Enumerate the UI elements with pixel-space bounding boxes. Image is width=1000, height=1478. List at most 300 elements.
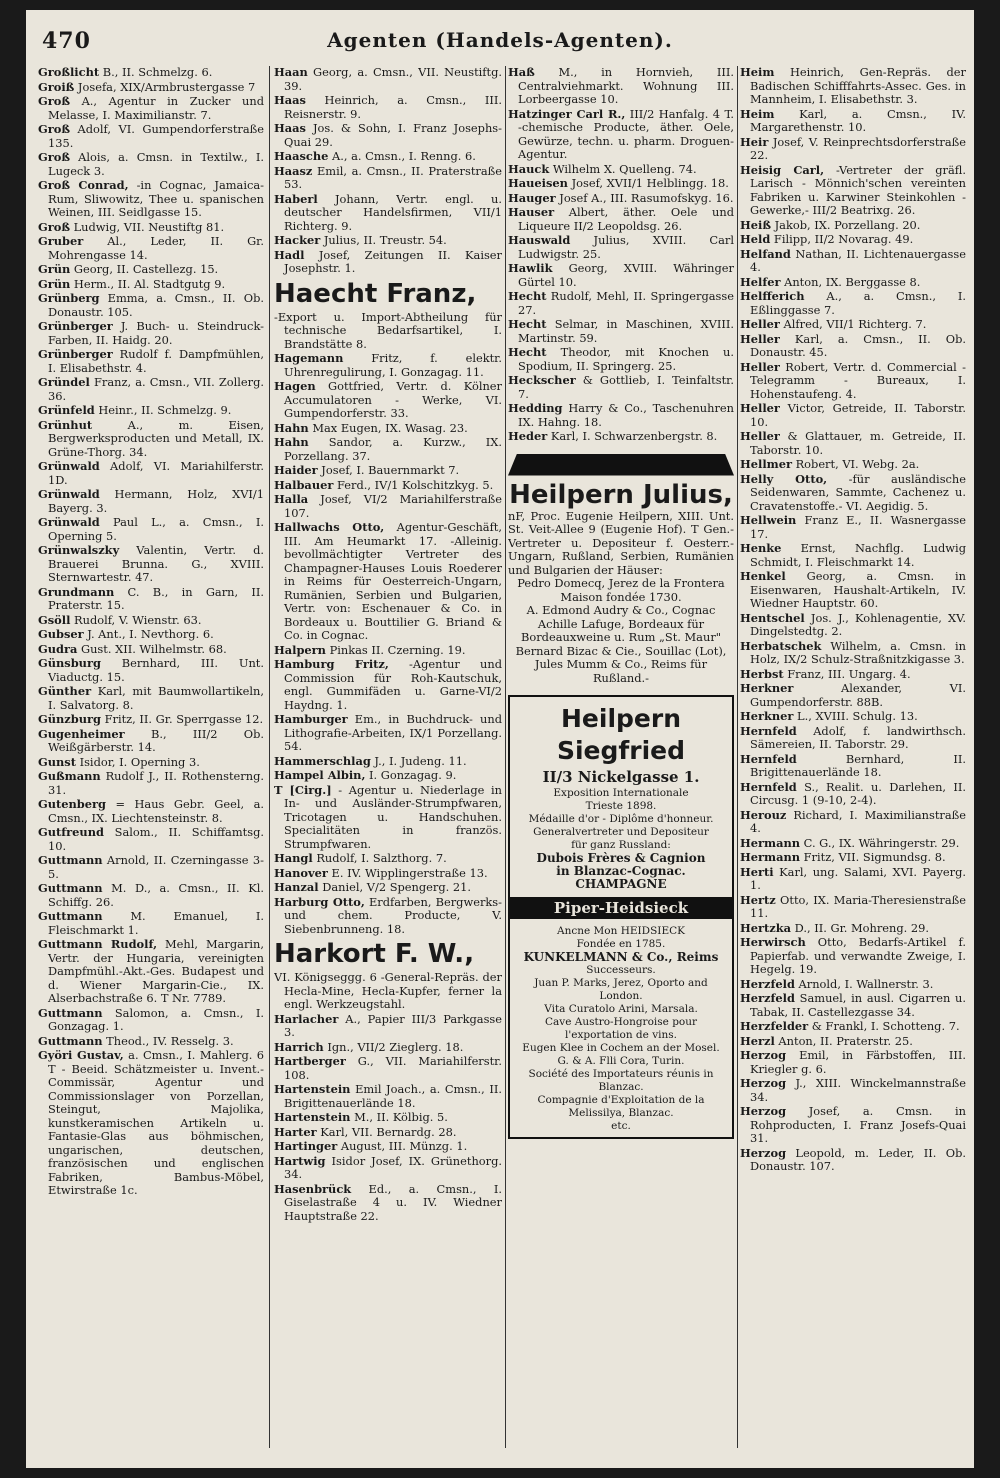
entry-name: Hahn	[274, 435, 309, 449]
entry-details: Ign., VII/2 Zieglerg. 18.	[323, 1039, 464, 1054]
entry-details: Karl, a. Cmsn., II. Ob. Donaustr. 45.	[750, 331, 966, 359]
entry-details: A., Agentur in Zucker und Melasse, I. Maximilianstr. 7.	[48, 94, 264, 122]
directory-entry	[740, 361, 966, 402]
entry-name: Günzburg	[38, 712, 101, 726]
entry-details: Josef, XVII/1 Helblingg. 18.	[567, 176, 729, 190]
ad-line: in Blanzac-Cognac.	[556, 864, 686, 878]
entry-details: Jakob, IX. Porzellang. 20.	[771, 217, 921, 232]
entry-name: Herzog	[740, 1104, 787, 1118]
entry-details: S., Realit. u. Darlehen, II. Circusg. 1 (9-10, 2-4).	[750, 779, 966, 807]
entry-details: Josef, V. Reinprechtsdorferstraße 22.	[750, 134, 966, 162]
entry-name: Haan	[274, 66, 308, 79]
entry-details: Karl, VII. Bernardg. 28.	[316, 1124, 457, 1139]
entry-name: Harter	[274, 1124, 317, 1139]
directory-entry	[274, 165, 502, 192]
entry-details: M., II. Kölbig. 5.	[350, 1110, 448, 1124]
entry-name: Hanover	[274, 865, 328, 880]
directory-entry	[274, 122, 502, 149]
entry-details: Franz, a. Cmsn., VII. Zollerg. 36.	[48, 375, 264, 403]
directory-entry	[38, 1007, 264, 1034]
entry-name: Hangl	[274, 851, 313, 865]
directory-entry	[38, 756, 264, 770]
entry-name: Guttmann	[38, 853, 103, 867]
entry-details: J. Buch- u. Steindruck-Farben, II. Haidg. 20.	[48, 319, 264, 347]
directory-entry	[38, 938, 264, 1006]
entry-name: Haider	[274, 463, 318, 477]
entry-details: Valentin, Vertr. d. Brauerei Brunna. G., XVIII. Sternwartestr. 47.	[48, 543, 264, 584]
directory-entry	[38, 179, 264, 220]
entry-name: Grünfeld	[38, 403, 95, 417]
column-rule	[269, 66, 270, 1448]
entry-name: Hellmer	[740, 457, 792, 471]
entry-details: Al., Leder, II. Gr. Mohrengasse 14.	[48, 234, 264, 262]
entry-name: Herti	[740, 864, 774, 879]
entry-details: Anton, IX. Berggasse 8.	[780, 274, 921, 289]
directory-entry	[274, 150, 502, 164]
directory-entry	[740, 402, 966, 429]
entry-name: Hartinger	[274, 1139, 338, 1153]
entry-name: Haberl	[274, 191, 318, 206]
ad-house: A. Edmond Audry & Co., Cognac Achille Lafuge, Bordeaux für Bordeauxweine u. Rum „St. Maur" Bernard Bizac & Cie., Souillac (Lot), Jules Mumm & Co., Reims für Rußland.-	[515, 603, 727, 685]
entry-name: Haas	[274, 93, 306, 107]
ad-line: für ganz Russland:	[571, 839, 671, 851]
entry-name: Gutfreund	[38, 825, 104, 839]
entry-details: Alois, a. Cmsn. in Textilw., I. Lugeck 3.	[48, 150, 264, 178]
entry-details: A., a. Cmsn., I. Eßlinggasse 7.	[750, 289, 966, 317]
entry-name: Halpern	[274, 642, 326, 657]
directory-entry	[508, 177, 734, 191]
entry-name: Helfand	[740, 246, 791, 261]
entry-details: A., Papier III/3 Parkgasse 3.	[284, 1011, 502, 1039]
ad-line: Médaille d'or - Diplôme d'honneur.	[528, 813, 714, 825]
entry-name: Hamburg Fritz,	[274, 657, 389, 671]
entry-details: Alexander, VI. Gumpendorferstr. 88B.	[750, 681, 966, 709]
ad-banner-bar	[508, 454, 734, 476]
entry-details: Georg, a. Cmsn. in Eisenwaren, Haushalt-Artikeln, IV. Wiedner Hauptstr. 60.	[750, 569, 966, 610]
entry-name: Hecht	[508, 345, 547, 359]
directory-entry	[740, 612, 966, 639]
entry-details: Emil, a. Cmsn., II. Praterstraße 53.	[284, 163, 502, 191]
directory-entry	[274, 352, 502, 379]
directory-entry	[508, 206, 734, 233]
entry-details: Filipp, II/2 Novarag. 49.	[770, 232, 914, 246]
directory-entry	[274, 896, 502, 937]
directory-entry	[274, 234, 502, 248]
entry-details: Fritz, VII. Sigmundsg. 8.	[800, 850, 946, 864]
directory-entry	[740, 219, 966, 233]
entry-details: Georg, a. Cmsn., VII. Neustiftg. 39.	[284, 66, 502, 93]
entry-name: Hermann	[740, 850, 801, 864]
directory-entry	[508, 374, 734, 401]
directory-entry	[38, 123, 264, 150]
entry-details: Georg, XVIII. Währinger Gürtel 10.	[518, 261, 734, 289]
directory-entry	[740, 1077, 966, 1104]
entry-name: Herzfelder	[740, 1019, 809, 1033]
directory-entry	[274, 1111, 502, 1125]
entry-name: Gruber	[38, 234, 84, 248]
entry-details: Theod., IV. Resselg. 3.	[102, 1033, 234, 1048]
entry-name: Hartberger	[274, 1054, 346, 1068]
entry-name: Harburg Otto,	[274, 894, 365, 909]
directory-entry	[740, 108, 966, 135]
display-entry-name: Haecht Franz,	[274, 278, 477, 309]
entry-name: Hellwein	[740, 513, 797, 527]
entry-name: Guttmann	[38, 1005, 103, 1020]
entry-name: Hallwachs Otto,	[274, 520, 385, 534]
entry-name: Grünwald	[38, 459, 100, 473]
column-rule	[737, 66, 738, 1448]
ad-text: nF, Proc. Eugenie Heilpern, XIII. Unt. St. Veit-Allee 9 (Eugenie Hof). T Gen.-Vertreter u. Depositeur f. Oesterr.-Ungarn, Rußland, Serbien, Rumänien und Bulgarien der Häuser:	[508, 508, 734, 577]
directory-entry	[740, 866, 966, 893]
entry-name: Günther	[38, 684, 92, 698]
entry-name: Helfer	[740, 274, 781, 289]
entry-details: -für ausländische Seidenwaren, Sammte, Cachenez u. Cravatenstoffe.- VI. Aegidig. 5.	[750, 471, 966, 513]
entry-name: Hecht	[508, 317, 547, 331]
entry-details: Rudolf, Mehl, II. Springergasse 27.	[518, 289, 734, 317]
entry-name: Hernfeld	[740, 723, 797, 738]
entry-details: Salomon, a. Cmsn., I. Gonzagag. 1.	[48, 1005, 264, 1033]
entry-details: Hermann, Holz, XVI/1 Bayerg. 3.	[48, 487, 264, 515]
entry-name: Hadl	[274, 247, 305, 262]
entry-name: Herzog	[740, 1048, 787, 1062]
entry-name: Hahn	[274, 420, 309, 435]
directory-entry	[274, 1155, 502, 1182]
entry-details: Max Eugen, IX. Wasag. 23.	[308, 420, 468, 435]
directory-entry	[38, 628, 264, 642]
directory-entry	[274, 1140, 502, 1154]
entry-details: M. Emanuel, I. Fleischmarkt 1.	[48, 909, 264, 937]
entry-details: Ed., a. Cmsn., I. Giselastraße 4 u. IV. Wiedner Hauptstraße 22.	[284, 1181, 502, 1223]
entry-details: -Export u. Import-Abtheilung für technische Bedarfsartikel, I. Brandstätte 8.	[274, 309, 502, 351]
entry-name: Grünberger	[38, 319, 113, 333]
directory-entry	[508, 108, 734, 162]
directory-entry	[38, 488, 264, 515]
directory-entry	[274, 971, 502, 1012]
entry-details: Paul L., a. Cmsn., I. Operning 5.	[48, 515, 264, 543]
entry-name: Harlacher	[274, 1011, 339, 1026]
entry-name: Heisig Carl,	[740, 162, 825, 177]
ad-title: Heilpern Siegfried	[556, 704, 686, 765]
page-header	[26, 24, 974, 58]
entry-name: Herkner	[740, 681, 794, 695]
entry-details: Franz E., II. Wasnergasse 17.	[750, 513, 966, 541]
directory-entry	[274, 193, 502, 234]
entry-details: Franz, III. Ungarg. 4.	[783, 666, 911, 681]
entry-details: Fritz, II. Gr. Sperrgasse 12.	[100, 712, 264, 726]
directory-entry	[274, 755, 502, 769]
entry-name: Gudra	[38, 641, 78, 656]
entry-details: Arnold, I. Wallnerstr. 3.	[794, 976, 934, 991]
ad-address: II/3 Nickelgasse 1.	[542, 768, 700, 786]
entry-name: Gutenberg	[38, 797, 106, 811]
directory-entry	[740, 276, 966, 290]
entry-details: Selmar, in Maschinen, XVIII. Martinstr. 59.	[518, 317, 734, 345]
entry-name: Heller	[740, 429, 780, 443]
entry-details: a. Cmsn., I. Mahlerg. 6 T - Beeid. Schätzmeister u. Invent.-Commissär, Agentur und Commissionslager von Porzellan, Steingut, Majolika, kunstkeramischen Artikeln u. Fantasie-Glas aus böhmischen, ungarischen, deutschen, französischen und englischen Fabriken, Bambus-Möbel, Etwirstraße 1c.	[48, 1048, 264, 1197]
directory-entry	[274, 94, 502, 121]
entry-details: Ferd., IV/1 Kolschitzkyg. 5.	[333, 477, 494, 492]
entry-name: Heckscher	[508, 373, 576, 387]
entry-name: Helfferich	[740, 289, 805, 303]
entry-name: Herouz	[740, 807, 787, 822]
entry-name: Grundmann	[38, 584, 115, 599]
directory-entry	[740, 248, 966, 275]
directory-entry	[740, 809, 966, 836]
directory-entry	[274, 1083, 502, 1110]
entry-name: Gsöll	[38, 612, 71, 627]
entry-name: Grün	[38, 276, 71, 291]
entry-details: Rudolf f. Dampfmühlen, I. Elisabethstr. 4.	[48, 347, 264, 375]
entry-details: Karl, ung. Salami, XVI. Payerg. 1.	[750, 864, 966, 892]
directory-entry	[740, 290, 966, 317]
directory-entry	[740, 851, 966, 865]
entry-name: Günsburg	[38, 656, 101, 670]
directory-entry	[740, 66, 966, 107]
entry-details: Georg, II. Castellezg. 15.	[70, 262, 219, 276]
column-1	[38, 66, 264, 1448]
directory-entry	[38, 586, 264, 613]
directory-entry	[274, 1055, 502, 1082]
directory-entry	[274, 852, 502, 866]
entry-name: Herwirsch	[740, 935, 806, 949]
entry-details: Heinr., II. Schmelzg. 9.	[94, 403, 232, 417]
entry-name: Grünberg	[38, 291, 100, 305]
directory-entry	[38, 320, 264, 347]
entry-name: Guttmann	[38, 881, 103, 895]
entry-details: Erdfarben, Bergwerks- und chem. Producte, V. Siebenbrunneng. 18.	[284, 894, 502, 936]
directory-entry	[274, 881, 502, 895]
entry-name: Groß	[38, 150, 70, 164]
entry-details: Salom., II. Schiffamtsg. 10.	[48, 825, 264, 853]
entry-name: Hartenstein	[274, 1082, 351, 1096]
directory-entry	[508, 430, 734, 444]
directory-entry	[740, 318, 966, 332]
directory-entry	[508, 66, 734, 107]
ad-line: Compagnie d'Exploitation de la Melissilya, Blanzac.	[537, 1094, 705, 1119]
entry-details: Heinrich, Gen-Repräs. der Badischen Schifffahrts-Assec. Ges. in Mannheim, I. Elisabethstr. 3.	[750, 66, 966, 106]
directory-entry	[38, 376, 264, 403]
directory-entry	[38, 81, 264, 95]
entry-details: Otto, Bedarfs-Artikel f. Papierfab. und verwandte Zweige, I. Hegelg. 19.	[750, 935, 966, 976]
entry-name: Haasz	[274, 163, 313, 178]
entry-details: D., II. Gr. Mohreng. 29.	[791, 920, 930, 935]
entry-details: & Glattauer, m. Getreide, II. Taborstr. 10.	[750, 429, 966, 457]
entry-name: Herzog	[740, 1076, 787, 1090]
entry-details: I. Gonzagag. 9.	[365, 768, 457, 782]
ad-line: Ancne Mon HEIDSIECK	[557, 925, 685, 937]
entry-details: -Vertreter der gräfl. Larisch - Mönnich'schen vereinten Fabriken u. Karwiner Steinkohlen - Gewerke,- III/2 Beatrixg. 26.	[750, 162, 966, 217]
directory-entry	[274, 784, 502, 852]
entry-details: Nathan, II. Lichtenauergasse 4.	[750, 246, 966, 274]
entry-details: Theodor, mit Knochen u. Spodium, II. Springerg. 25.	[518, 345, 734, 373]
entry-details: Adolf, f. landwirthsch. Sämereien, II. Taborstr. 29.	[750, 723, 966, 751]
ad-line: Generalvertreter und Depositeur	[533, 826, 709, 838]
entry-details: -Agentur und Commission für Roh-Kautschuk, engl. Gummifäden u. Garne-VI/2 Haydng. 1.	[284, 657, 502, 712]
ad-line: Trieste 1898.	[585, 800, 657, 812]
directory-entry	[740, 164, 966, 218]
entry-details: Jos. & Sohn, I. Franz Josephs-Quai 29.	[284, 121, 502, 149]
entry-details: Pinkas II. Czerning. 19.	[325, 642, 466, 657]
entry-name: Heir	[740, 134, 769, 149]
entry-name: Herzog	[740, 1145, 787, 1160]
directory-entry	[38, 882, 264, 909]
directory-entry	[38, 263, 264, 277]
directory-entry	[508, 262, 734, 289]
entry-name: Groß	[38, 122, 70, 136]
entry-details: Anton, II. Praterstr. 25.	[774, 1033, 913, 1048]
entry-details: Jos. J., Kohlenagentie, XV. Dingelstedtg. 2.	[750, 610, 966, 638]
directory-entry	[274, 249, 502, 276]
entry-details: VI. Königseggg. 6 -General-Repräs. der Hecla-Mine, Hecla-Kupfer, ferner la engl. Werkzeugstahl.	[274, 970, 502, 1011]
entry-name: Herzfeld	[740, 976, 795, 991]
entry-details: Daniel, V/2 Spengerg. 21.	[318, 880, 471, 894]
entry-details: Victor, Getreide, II. Taborstr. 10.	[750, 401, 966, 429]
directory-entry	[740, 725, 966, 752]
entry-details: Emil, in Färbstoffen, III. Kriegler g. 6.	[750, 1048, 966, 1076]
entry-details: M., in Hornvieh, III. Centralviehmarkt. Wohnung III. Lorbeergasse 10.	[518, 66, 734, 106]
ad-line: Exposition Internationale	[553, 787, 689, 799]
entry-details: Josef, Zeitungen II. Kaiser Josephstr. 1.	[284, 247, 502, 275]
directory-entry	[38, 614, 264, 628]
directory-entry	[740, 1147, 966, 1174]
entry-details: C. G., IX. Währingerstr. 29.	[800, 835, 960, 850]
directory-entry	[740, 837, 966, 851]
directory-entry	[508, 318, 734, 345]
directory-entry	[38, 419, 264, 460]
entry-name: Halla	[274, 492, 309, 506]
entry-name: Hammerschlag	[274, 753, 371, 768]
directory-entry	[38, 1049, 264, 1198]
entry-details: Wilhelm X. Quelleng. 74.	[549, 161, 697, 176]
entry-name: Harrich	[274, 1039, 324, 1054]
directory-entry	[740, 753, 966, 780]
entry-name: Hartwig	[274, 1153, 326, 1168]
entry-name: Hagen	[274, 379, 316, 393]
directory-entry	[38, 278, 264, 292]
entry-details: B., II. Schmelzg. 6.	[99, 66, 213, 79]
directory-entry	[38, 292, 264, 319]
directory-entry	[274, 769, 502, 783]
directory-entry	[508, 234, 734, 261]
entry-name: Herzl	[740, 1033, 775, 1048]
directory-entry	[274, 1126, 502, 1140]
entry-name: Hecht	[508, 289, 547, 303]
entry-details: & Frankl, I. Schotteng. 7.	[808, 1019, 960, 1033]
entry-details: Samuel, in ausl. Cigarren u. Tabak, II. Castellezgasse 34.	[750, 991, 966, 1019]
directory-entry	[740, 682, 966, 709]
entry-details: Josefa, XIX/Armbrustergasse 7	[74, 79, 256, 94]
directory-entry	[740, 514, 966, 541]
entry-details: Adolf, VI. Mariahilferstr. 1D.	[48, 459, 264, 487]
entry-details: Agentur-Geschäft, III. Am Heumarkt 17. -Alleinig. bevollmächtigter Vertreter des Champagner-Hauses Louis Roederer in Reims für Oesterreich-Ungarn, Rumänien, Serbien und Bulgarien, Vertr. von: Eschenauer & Co. in Bordeaux u. Bouttilier G. Briand & Co. in Cognac.	[284, 520, 502, 642]
entry-name: Hamburger	[274, 712, 348, 726]
entry-name: Groß	[38, 219, 70, 234]
entry-details: Emma, a. Cmsn., II. Ob. Donaustr. 105.	[48, 291, 264, 319]
entry-name: Haß	[508, 66, 535, 79]
ad-line: Vita Curatolo Arini, Marsala.	[544, 1003, 698, 1015]
entry-details: Sandor, a. Kurzw., IX. Porzellang. 37.	[284, 435, 502, 463]
entry-name: Györi Gustav,	[38, 1048, 124, 1062]
entry-name: Henkel	[740, 569, 786, 583]
entry-name: Heller	[740, 359, 780, 374]
directory-entry	[740, 333, 966, 360]
directory-entry	[38, 713, 264, 727]
directory-entry	[38, 460, 264, 487]
entry-details: M. D., a. Cmsn., II. Kl. Schiffg. 26.	[48, 881, 264, 909]
entry-name: Groiß	[38, 79, 75, 94]
directory-entry	[740, 978, 966, 992]
entry-name: Hanzal	[274, 880, 319, 894]
entry-details: Rudolf, I. Salzthorg. 7.	[312, 851, 447, 865]
entry-name: Haasche	[274, 149, 329, 163]
directory-entry	[38, 348, 264, 375]
directory-entry	[740, 1020, 966, 1034]
directory-entry	[274, 521, 502, 643]
entry-name: Grün	[38, 262, 71, 276]
entry-details: Wilhelm, a. Cmsn. in Holz, IX/2 Schulz-Straßnitzkigasse 3.	[750, 638, 966, 666]
directory-entry	[740, 781, 966, 808]
entry-name: Gußmann	[38, 769, 101, 783]
entry-name: Hauser	[508, 205, 555, 219]
directory-entry	[274, 1183, 502, 1224]
entry-details: & Gottlieb, I. Teinfaltstr. 7.	[518, 373, 734, 401]
directory-entry	[38, 643, 264, 657]
directory-entry	[740, 668, 966, 682]
entry-name: Heller	[740, 331, 780, 346]
directory-entry	[274, 713, 502, 754]
entry-details: E. IV. Wipplingerstraße 13.	[327, 865, 488, 880]
entry-name: Hampel Albin,	[274, 768, 366, 782]
entry-details: Julius, II. Treustr. 54.	[320, 233, 447, 247]
directory-entry	[274, 644, 502, 658]
entry-name: Hauswald	[508, 233, 571, 247]
entry-name: Hauger	[508, 190, 556, 205]
entry-details: Heinrich, a. Cmsn., III. Reisnerstr. 9.	[284, 93, 502, 121]
entry-details: Josef, VI/2 Mariahilferstraße 107.	[284, 492, 502, 520]
column-3	[508, 66, 734, 1448]
ad-line: Dubois Frères & Cagnion	[536, 851, 706, 865]
entry-details: Johann, Vertr. engl. u. deutscher Handelsfirmen, VII/1 Richterg. 9.	[284, 191, 502, 233]
directory-entry	[740, 640, 966, 667]
directory-entry	[740, 233, 966, 247]
entry-details: Bernhard, III. Unt. Viaductg. 15.	[48, 656, 264, 684]
directory-entry	[38, 95, 264, 122]
directory-entry	[38, 657, 264, 684]
entry-details: Ernst, Nachflg. Ludwig Schmidt, I. Fleischmarkt 14.	[750, 541, 966, 569]
ad-line: Société des Importateurs réunis in Blanzac.	[528, 1068, 714, 1093]
entry-name: Groß	[38, 94, 70, 108]
entry-details: Isidor Josef, IX. Grünethorg. 34.	[284, 1153, 502, 1181]
directory-entry	[38, 910, 264, 937]
entry-details: Leopold, m. Leder, II. Ob. Donaustr. 107.	[750, 1145, 966, 1173]
directory-entry	[38, 826, 264, 853]
ad-line: CHAMPAGNE	[575, 877, 667, 891]
entry-name: Hedding	[508, 401, 563, 415]
directory-entry	[274, 380, 502, 421]
entry-details: III/2 Hanfalg. 4 T. -chemische Producte, äther. Oele, Gewürze, techn. u. pharm. Droguen-Agentur.	[518, 106, 734, 161]
ad-line: Cave Austro-Hongroise pour l'exportation de vins.	[544, 1016, 698, 1041]
column-2	[274, 66, 502, 1448]
directory-entry	[740, 542, 966, 569]
entry-details: A., m. Eisen, Bergwerksproducten und Metall, IX. Grüne-Thorg. 34.	[48, 417, 264, 459]
directory-entry	[508, 402, 734, 429]
directory-entry	[740, 430, 966, 457]
entry-details: Josef, I. Bauernmarkt 7.	[317, 463, 460, 477]
entry-details: Harry & Co., Taschenuhren IX. Hahng. 18.	[518, 401, 734, 429]
entry-name: Hasenbrück	[274, 1181, 352, 1196]
directory-entry	[740, 992, 966, 1019]
directory-entry	[274, 436, 502, 463]
